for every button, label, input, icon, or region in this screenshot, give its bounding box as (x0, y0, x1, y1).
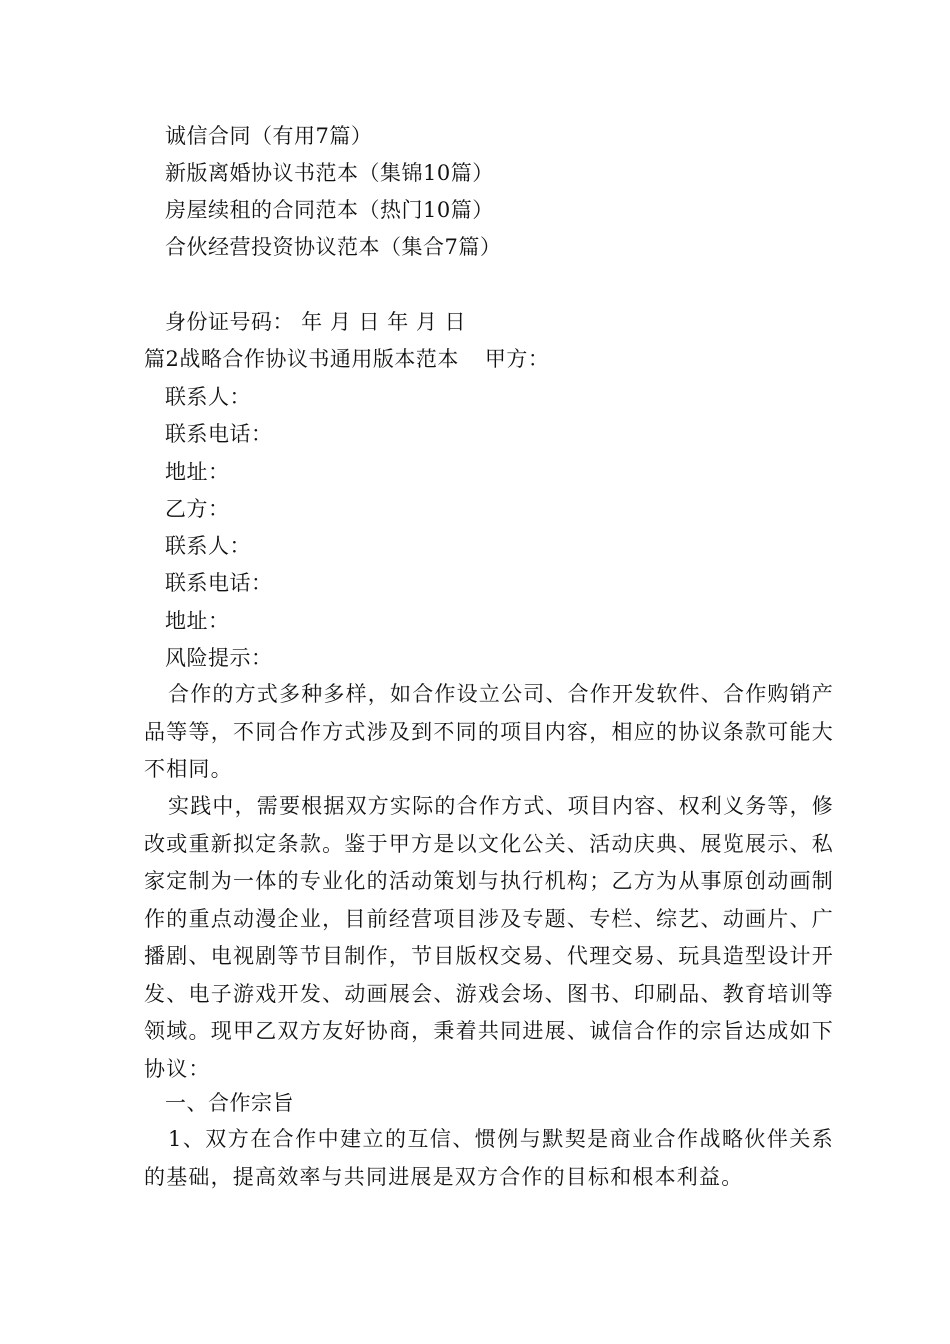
paragraph-cooperation-modes: 合作的方式多种多样，如合作设立公司、合作开发软件、合作购销产品等等，不同合作方式涉及到不同的项目内容，相应的协议条款可能大不相同。 (144, 682, 834, 781)
related-link-2[interactable]: 新版离婚协议书范本（集锦10篇） (165, 161, 494, 185)
related-link-1[interactable]: 诚信合同（有用7篇） (165, 124, 373, 148)
id-number-line: 身份证号码： 年 月 日 年 月 日 (165, 310, 467, 334)
field-contact-a: 联系人： (165, 385, 251, 409)
section-title-row (144, 345, 549, 373)
clause-1: 1、双方在合作中建立的互信、惯例与默契是商业合作战略伙伴关系的基础，提高效率与共同进展是双方合作的目标和根本利益。 (144, 1127, 834, 1189)
field-phone-b: 联系电话： (165, 571, 273, 595)
heading-purpose: 一、合作宗旨 (165, 1091, 294, 1115)
field-contact-b: 联系人： (165, 534, 251, 558)
field-party-b: 乙方： (165, 497, 230, 521)
related-link-3[interactable]: 房屋续租的合同范本（热门10篇） (165, 198, 494, 222)
section-title: 篇2战略合作协议书通用版本范本 (144, 347, 459, 371)
field-address-b: 地址： (165, 609, 230, 633)
field-risk-notice: 风险提示： (165, 646, 273, 670)
party-a-label: 甲方： (484, 347, 550, 371)
paragraph-practice: 实践中，需要根据双方实际的合作方式、项目内容、权利义务等，修改或重新拟定条款。鉴于甲方是以文化公关、活动庆典、展览展示、私家定制为一体的专业化的活动策划与执行机构；乙方为从事原创动画制作的重点动漫企业，目前经营项目涉及专题、专栏、综艺、动画片、广播剧、电视剧等节目制作，节目版权交易、代理交易、玩具造型设计开发、电子游戏开发、动画展会、游戏会场、图书、印刷品、教育培训等领域。现甲乙双方友好协商，秉着共同进展、诚信合作的宗旨达成如下协议： (144, 794, 834, 1081)
field-phone-a: 联系电话： (165, 422, 273, 446)
field-address-a: 地址： (165, 460, 230, 484)
related-link-4[interactable]: 合伙经营投资协议范本（集合7篇） (165, 235, 502, 259)
